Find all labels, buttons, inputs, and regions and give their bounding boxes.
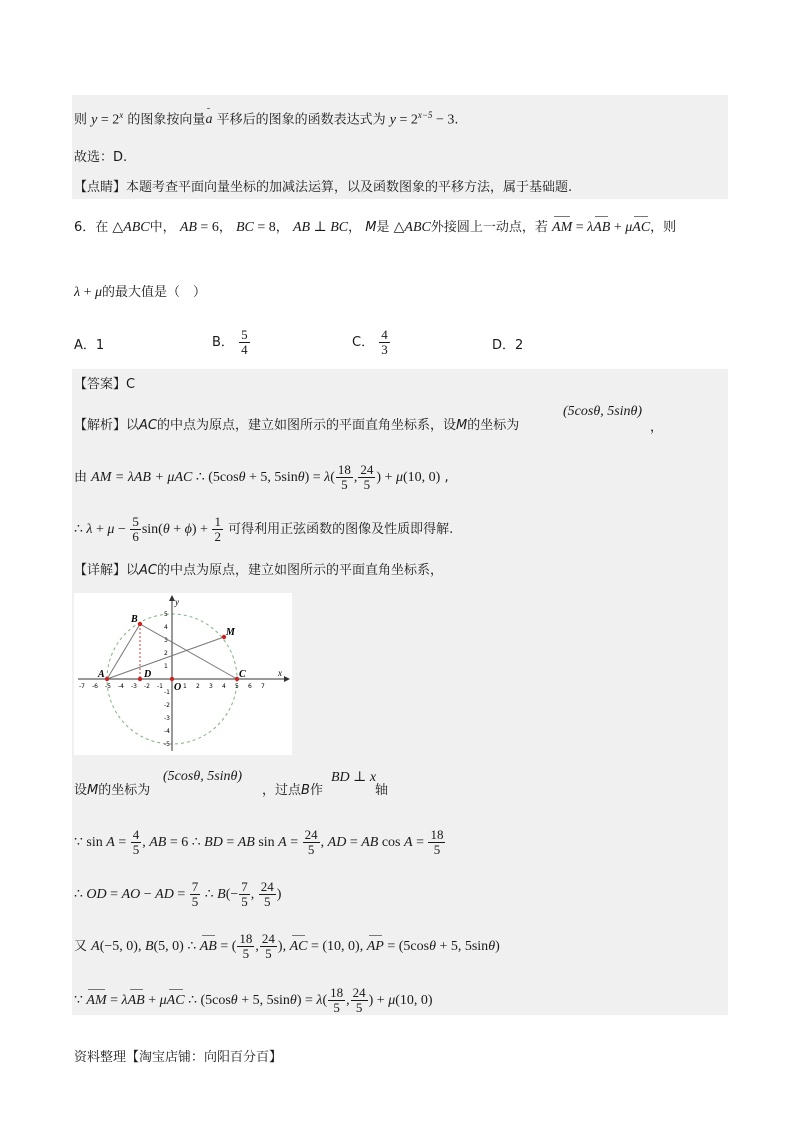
step1-perp: BD ⊥ x — [331, 770, 377, 785]
x-tick-label: 2 — [196, 683, 200, 690]
label-d: D — [144, 669, 152, 680]
x-tick-label: -7 — [79, 683, 85, 690]
y-tick-label: -4 — [164, 728, 170, 735]
step2-eq: ∵ sin A = $\frac{4}{5}$ , AB = 6 ∴ BD = AB sin A = $\frac{24}{5}$ , AD = AB cos A = $\frac{18}{5}$ — [74, 827, 444, 857]
y-tick-label: -5 — [164, 741, 170, 748]
x-tick-label: 6 — [248, 683, 252, 690]
label-o: O — [174, 682, 182, 693]
option-d[interactable]: D．2 — [492, 338, 524, 353]
label-c: C — [239, 669, 246, 680]
y-tick-label: 5 — [164, 611, 168, 618]
y-tick-label: 4 — [164, 624, 168, 631]
analysis-eq: 由 AM = λAB + μAC ∴ (5cosθ + 5, 5sinθ) = λ( $\frac{18}{5}$ , $\frac{24}{5}$ ) + μ(10, 0) , — [74, 462, 449, 492]
option-b[interactable]: B． $\frac{5}{4}$ — [212, 327, 248, 357]
coordinate-diagram — [74, 593, 292, 755]
translation-line: 则 $y = 2^x$ 的图象按向量a 平移后的图象的函数表达式为 $y = 2^{x-5} - 3$. — [74, 105, 458, 130]
y-tick-label: 3 — [164, 637, 168, 644]
x-tick-label: -3 — [131, 683, 137, 690]
question-6: 6．在 △ABC中， AB = 6， BC = 8， AB ⊥ BC， M是 △ABC外接圆上一动点，若 AM = λAB + μAC，则 — [74, 218, 676, 238]
y-tick-label: 1 — [164, 663, 168, 670]
step5-eq: ∵ AM = λAB + μAC ∴ (5cosθ + 5, 5sinθ) = λ( $\frac{18}{5}$ , $\frac{24}{5}$ ) + μ(10, 0) — [74, 985, 433, 1015]
x-tick-label: 3 — [209, 683, 213, 690]
label-b: B — [131, 614, 138, 625]
answer: 【答案】C — [74, 377, 136, 392]
x-arrow-icon — [284, 676, 290, 682]
segment-bc — [140, 624, 237, 679]
label-m: M — [226, 627, 235, 638]
y-tick-label: -3 — [164, 715, 170, 722]
segment-ab — [107, 624, 140, 679]
x-tick-label: 1 — [183, 683, 187, 690]
step1-coord: (5cosθ, 5sinθ) — [163, 769, 243, 784]
point-a — [105, 677, 109, 681]
x-tick-label: -2 — [144, 683, 150, 690]
analysis-comma: ， — [650, 420, 664, 435]
step1-line-b: ，过点B作 — [262, 783, 323, 798]
x-tick-label: -5 — [105, 683, 111, 690]
step1-line: 设M的坐标为 — [74, 783, 151, 798]
x-tick-label: 4 — [222, 683, 226, 690]
question-6-cont: λ + μ的最大值是（ ） — [74, 285, 207, 300]
label-a: A — [98, 669, 105, 680]
choice-line: 故选：D. — [74, 150, 128, 165]
point-comment: 【点睛】本题考查平面向量坐标的加减法运算，以及函数图象的平移方法，属于基础题. — [74, 180, 573, 195]
step1-axis: 轴 — [375, 783, 389, 798]
option-c[interactable]: C． $\frac{4}{3}$ — [352, 327, 388, 357]
x-tick-label: -6 — [92, 683, 98, 690]
x-tick-label: -4 — [118, 683, 124, 690]
y-tick-label: -2 — [164, 702, 170, 709]
point-d — [138, 677, 142, 681]
y-tick-label: 2 — [164, 650, 168, 657]
analysis-result: ∴ λ + μ − $\frac{5}{6}$ sin(θ + ϕ) + $\frac{1}{2}$ 可得利用正弦函数的图像及性质即得解. — [74, 514, 454, 544]
point-o — [170, 677, 174, 681]
x-tick-label: 5 — [235, 683, 239, 690]
x-tick-label: 7 — [261, 683, 265, 690]
option-a[interactable]: A．1 — [74, 338, 105, 353]
footer-source: 资料整理【淘宝店铺：向阳百分百】 — [74, 1050, 283, 1065]
detail-line: 【详解】以AC的中点为原点，建立如图所示的平面直角坐标系， — [74, 563, 444, 578]
point-b — [138, 622, 142, 626]
y-tick-label: -1 — [164, 689, 170, 696]
step4-eq: 又 A(−5, 0), B(5, 0) ∴ AB = ( $\frac{18}{5}$ , $\frac{24}{5}$ ), AC = (10, 0), AP = (5cosθ + 5, 5sinθ) — [74, 931, 500, 961]
coordinate-figure — [74, 593, 292, 755]
analysis-line: 【解析】以AC的中点为原点，建立如图所示的平面直角坐标系，设M的坐标为 — [74, 418, 520, 433]
step3-eq: ∴ OD = AO − AD = $\frac{7}{5}$ ∴ B(− $\frac{7}{5}$ , $\frac{24}{5}$ ) — [74, 879, 282, 909]
x-tick-label: -1 — [157, 683, 163, 690]
y-axis-label: y — [175, 597, 179, 607]
analysis-coord: (5cosθ, 5sinθ) — [563, 404, 643, 419]
x-axis-label: x — [278, 668, 282, 678]
